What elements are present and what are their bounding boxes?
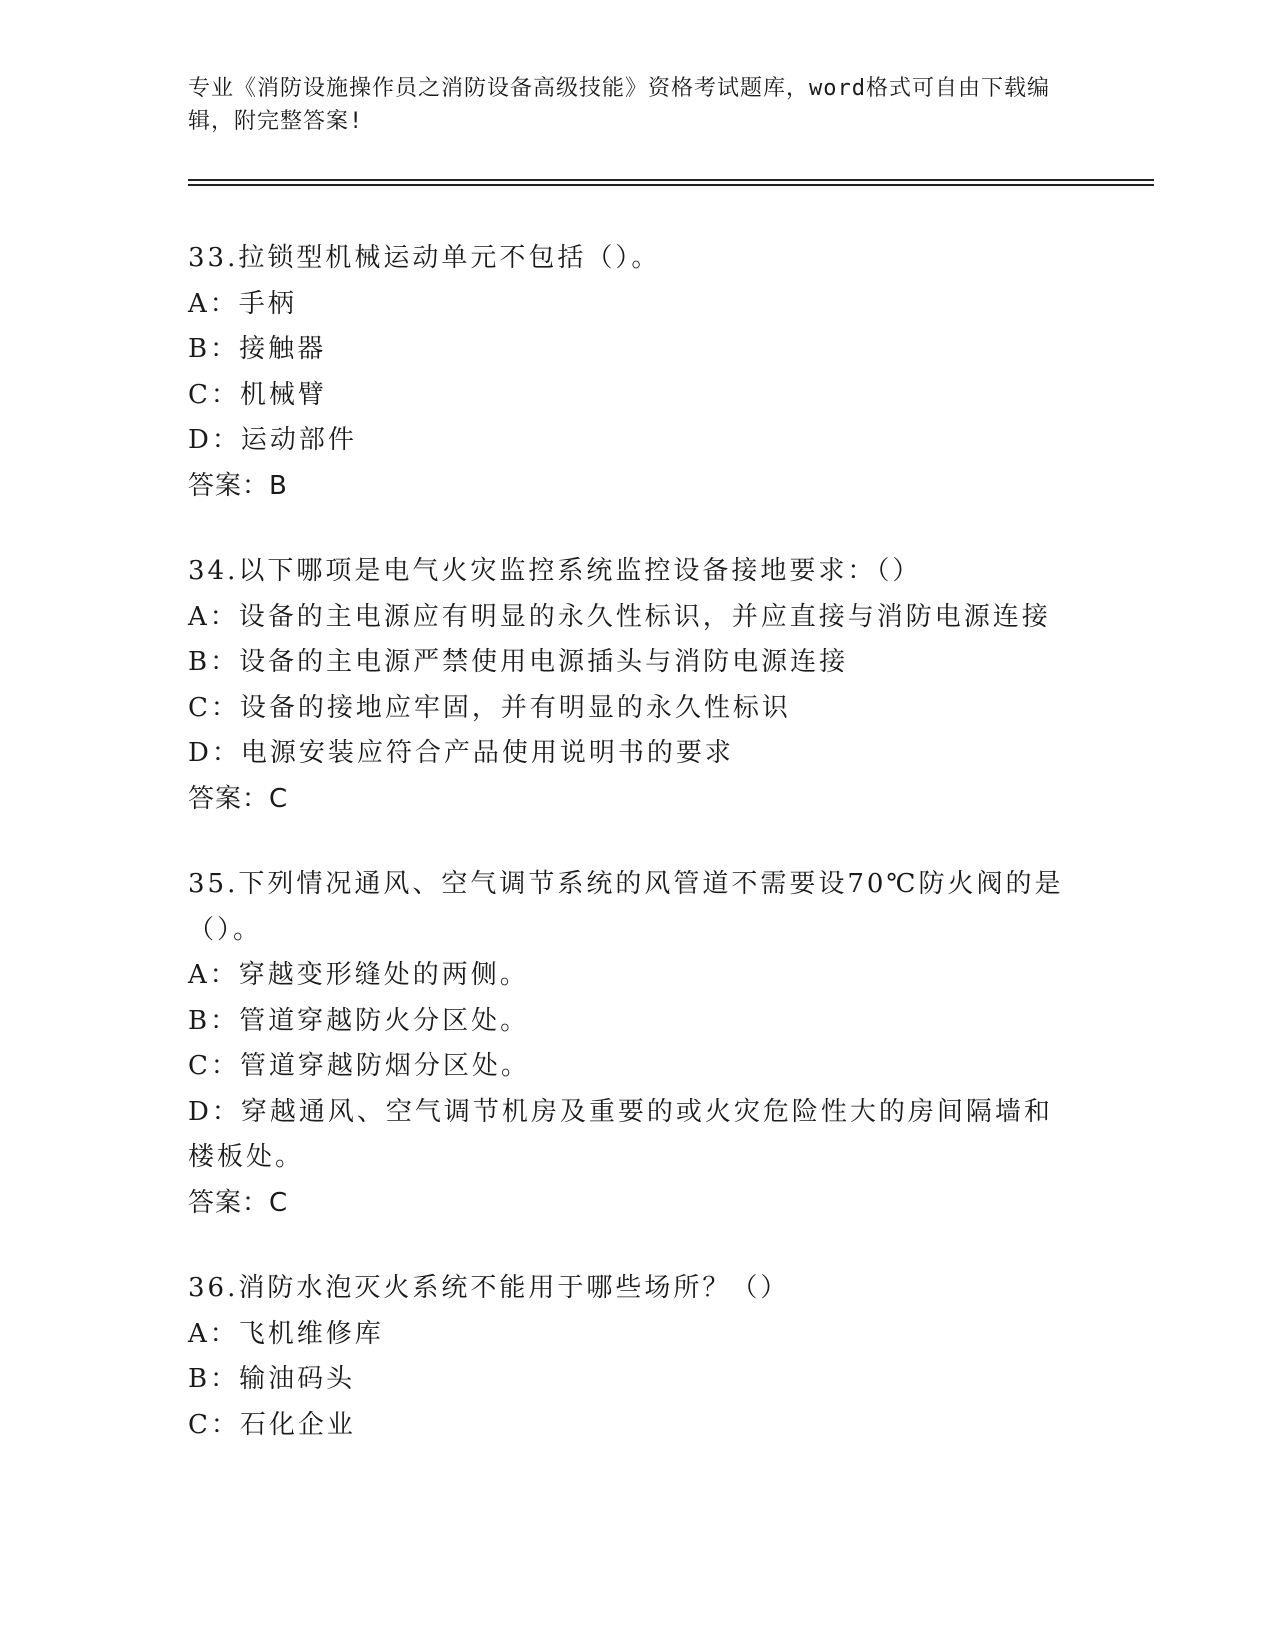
- option-a: A：飞机维修库: [188, 1318, 384, 1349]
- question-stem: 33.拉锁型机械运动单元不包括（）。: [188, 243, 661, 273]
- option-a: A：设备的主电源应有明显的永久性标识，并应直接与消防电源连接: [188, 601, 1051, 632]
- option-d: D：运动部件: [188, 425, 357, 455]
- answer-line: 答案：C: [188, 783, 289, 814]
- header-divider-top: [188, 179, 1154, 181]
- option-c: C：管道穿越防烟分区处。: [188, 1051, 530, 1081]
- question-33: [188, 236, 1088, 509]
- option-a: A：手柄: [188, 288, 297, 319]
- question-36: [188, 1266, 1088, 1448]
- question-stem: 35.下列情况通风、空气调节系统的风管道不需要设70℃防火阀的是（）。: [188, 869, 1064, 945]
- option-b: B：设备的主电源严禁使用电源插头与消防电源连接: [188, 647, 849, 677]
- question-stem: 34.以下哪项是电气火灾监控系统监控设备接地要求：（）: [188, 556, 922, 586]
- question-35: [188, 862, 1088, 1226]
- option-c: C：设备的接地应牢固，并有明显的永久性标识: [188, 692, 791, 723]
- answer-line: 答案：B: [188, 470, 288, 501]
- option-b: B：接触器: [188, 334, 327, 364]
- question-list: [188, 236, 1088, 1488]
- option-d: D：电源安装应符合产品使用说明书的要求: [188, 738, 734, 768]
- option-d: D：穿越通风、空气调节机房及重要的或火灾危险性大的房间隔墙和楼板处。: [188, 1096, 1053, 1172]
- question-stem: 36.消防水泡灭火系统不能用于哪些场所？（）: [188, 1273, 790, 1303]
- document-header: 专业《消防设施操作员之消防设备高级技能》资格考试题库，word格式可自由下载编辑，附完整答案!: [188, 76, 1050, 134]
- option-b: B：管道穿越防火分区处。: [188, 1005, 530, 1036]
- question-34: [188, 549, 1088, 822]
- option-b: B：输油码头: [188, 1364, 356, 1394]
- option-a: A：穿越变形缝处的两侧。: [188, 960, 529, 990]
- answer-line: 答案：C: [188, 1187, 289, 1218]
- option-c: C：石化企业: [188, 1409, 356, 1440]
- header-divider-bottom: [188, 184, 1154, 186]
- option-c: C：机械臂: [188, 379, 327, 410]
